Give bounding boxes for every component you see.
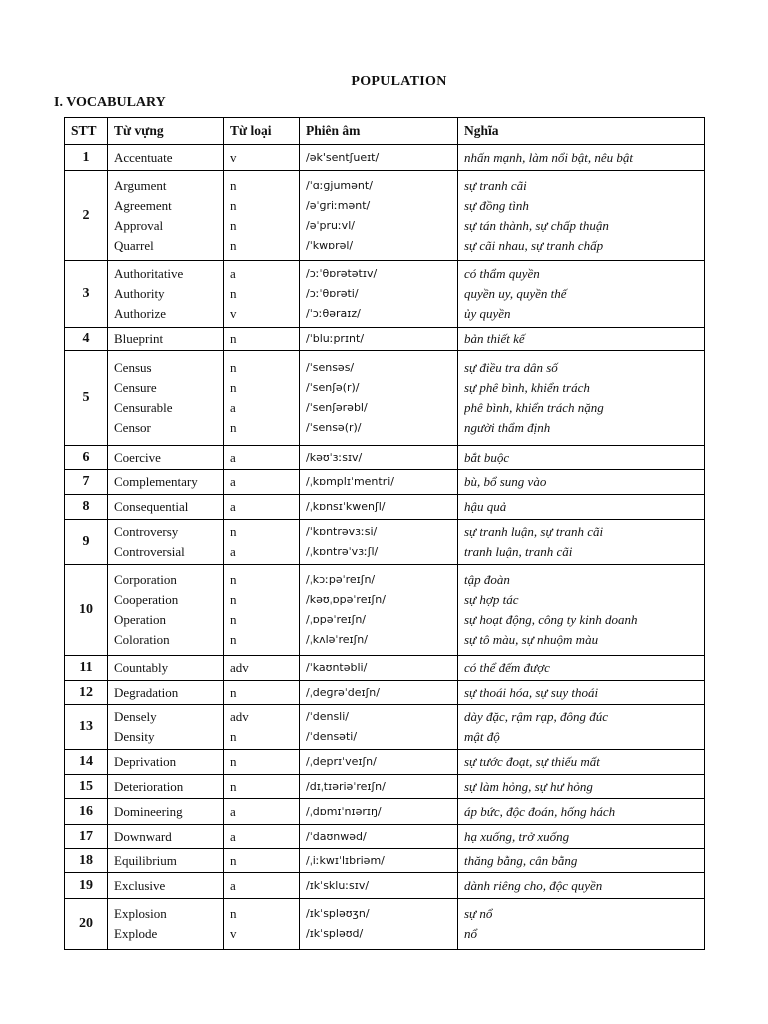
- pos-cell: [224, 171, 300, 261]
- meaning-cell: [458, 899, 705, 950]
- pos-entry: n: [230, 612, 237, 627]
- words-cell: [108, 705, 224, 750]
- ipa-entry: /ˈsenʃərəbl/: [306, 401, 368, 414]
- words-cell: [108, 849, 224, 873]
- ipa-cell: [300, 328, 458, 351]
- words-cell: [108, 899, 224, 950]
- meaning-entry: sự tô màu, sự nhuộm màu: [464, 632, 599, 647]
- pos-cell: [224, 775, 300, 799]
- words-entry: Degradation: [114, 684, 179, 700]
- words-entry: Controversial: [114, 544, 185, 559]
- words-entry: Censor: [114, 420, 151, 435]
- words-entry: Explode: [114, 926, 158, 941]
- table-body: [65, 145, 705, 950]
- pos-cell: [224, 899, 300, 950]
- header-word: Từ vựng: [108, 118, 224, 145]
- pos-cell: [224, 681, 300, 705]
- row-number: 19: [65, 873, 108, 899]
- pos-entry: a: [230, 400, 236, 415]
- words-entry: Operation: [114, 612, 166, 627]
- ipa-cell: [300, 705, 458, 750]
- words-cell: [108, 565, 224, 656]
- words-entry: Authorize: [114, 306, 166, 321]
- meaning-entry: sự tước đoạt, sự thiếu mất: [464, 754, 600, 769]
- ipa-entry: /əˈɡriːmənt/: [306, 198, 371, 212]
- ipa-entry: /ˈɔːθəraɪz/: [306, 307, 361, 320]
- header-pos: Từ loại: [224, 118, 300, 145]
- words-entry: Census: [114, 360, 152, 375]
- words-cell: [108, 171, 224, 261]
- header-meaning: Nghĩa: [458, 118, 705, 145]
- ipa-cell: [300, 849, 458, 873]
- words-cell: [108, 775, 224, 799]
- meaning-entry: sự hoạt động, công ty kinh doanh: [464, 612, 638, 627]
- pos-entry: n: [230, 217, 237, 233]
- page-title: POPULATION: [351, 74, 447, 89]
- row-number: 16: [65, 799, 108, 825]
- words-entry: Blueprint: [114, 331, 164, 346]
- words-entry: Downward: [114, 828, 172, 844]
- words-entry: Censure: [114, 380, 157, 395]
- pos-cell: [224, 750, 300, 775]
- row-number: 7: [65, 470, 108, 495]
- row-number: 10: [65, 565, 108, 656]
- ipa-entry: /ˈdaʊnwəd/: [306, 829, 367, 843]
- ipa-entry: /ˈsenʃə(r)/: [306, 381, 360, 394]
- row-number: 8: [65, 495, 108, 520]
- meaning-entry: sự phê bình, khiển trách: [464, 380, 590, 395]
- pos-entry: n: [230, 524, 237, 539]
- table-row: [65, 145, 705, 171]
- ipa-cell: [300, 775, 458, 799]
- meaning-entry: tập đoàn: [464, 572, 510, 587]
- meaning-cell: [458, 470, 705, 495]
- words-entry: Domineering: [114, 803, 183, 819]
- row-number: 17: [65, 825, 108, 849]
- meaning-entry: dày đặc, rậm rạp, đông đúc: [464, 709, 609, 724]
- ipa-cell: [300, 799, 458, 825]
- meaning-cell: [458, 565, 705, 656]
- row-number: 14: [65, 750, 108, 775]
- pos-cell: [224, 705, 300, 750]
- pos-entry: n: [230, 286, 237, 301]
- header-ipa: Phiên âm: [300, 118, 458, 145]
- pos-entry: adv: [230, 660, 249, 675]
- words-entry: Approval: [114, 217, 164, 233]
- meaning-cell: [458, 775, 705, 799]
- meaning-entry: có thể đếm được: [464, 660, 550, 675]
- row-number: 4: [65, 328, 108, 351]
- pos-cell: [224, 446, 300, 470]
- words-entry: Explosion: [114, 906, 167, 921]
- pos-entry: n: [230, 360, 237, 375]
- meaning-entry: sự nổ: [464, 906, 493, 921]
- meaning-entry: hạ xuống, trở xuống: [464, 828, 570, 844]
- meaning-cell: [458, 351, 705, 446]
- row-number: 11: [65, 656, 108, 681]
- meaning-cell: [458, 681, 705, 705]
- meaning-entry: quyền uy, quyền thế: [464, 286, 567, 301]
- ipa-entry: /ˌiːkwɪˈlɪbriəm/: [306, 853, 385, 867]
- meaning-cell: [458, 849, 705, 873]
- ipa-cell: [300, 681, 458, 705]
- meaning-cell: [458, 705, 705, 750]
- words-cell: [108, 495, 224, 520]
- table-row: [65, 565, 705, 656]
- ipa-cell: [300, 351, 458, 446]
- ipa-cell: [300, 565, 458, 656]
- ipa-cell: [300, 261, 458, 328]
- ipa-entry: /ˈbluːprɪnt/: [306, 332, 365, 345]
- ipa-entry: /ˌdeɡrəˈdeɪʃn/: [306, 685, 380, 699]
- ipa-entry: /ɪkˈspləʊʒn/: [306, 907, 370, 920]
- words-entry: Deterioration: [114, 778, 184, 794]
- words-cell: [108, 825, 224, 849]
- words-cell: [108, 470, 224, 495]
- table-header-row: [65, 118, 705, 145]
- ipa-cell: [300, 171, 458, 261]
- meaning-entry: phê bình, khiển trách nặng: [464, 400, 604, 415]
- header-stt: STT: [65, 118, 108, 145]
- words-cell: [108, 351, 224, 446]
- meaning-cell: [458, 171, 705, 261]
- meaning-entry: ủy quyền: [464, 306, 511, 321]
- pos-entry: a: [230, 877, 236, 893]
- pos-entry: n: [230, 754, 237, 769]
- words-entry: Authority: [114, 286, 165, 301]
- ipa-cell: [300, 873, 458, 899]
- meaning-entry: áp bức, độc đoán, hống hách: [464, 803, 616, 819]
- words-entry: Authoritative: [114, 266, 184, 281]
- ipa-entry: /ɪkˈskluːsɪv/: [306, 878, 370, 892]
- meaning-cell: [458, 261, 705, 328]
- meaning-entry: bắt buộc: [464, 449, 510, 465]
- ipa-entry: /ˌkʌləˈreɪʃn/: [306, 633, 368, 646]
- meaning-entry: hậu quả: [464, 499, 507, 514]
- ipa-entry: /ˌkɒmplɪˈmentri/: [306, 475, 394, 488]
- meaning-cell: [458, 825, 705, 849]
- meaning-entry: mật độ: [464, 729, 500, 744]
- pos-entry: n: [230, 420, 237, 435]
- ipa-entry: /ək'sentʃueɪt/: [306, 150, 380, 164]
- pos-entry: v: [230, 306, 237, 321]
- meaning-entry: bù, bổ sung vào: [464, 474, 547, 489]
- pos-entry: n: [230, 778, 237, 794]
- words-entry: Accentuate: [114, 149, 173, 165]
- words-cell: [108, 799, 224, 825]
- table-row: [65, 775, 705, 799]
- words-entry: Complementary: [114, 474, 198, 489]
- ipa-cell: [300, 495, 458, 520]
- table-row: [65, 750, 705, 775]
- words-entry: Equilibrium: [114, 852, 177, 868]
- meaning-entry: người thẩm định: [464, 420, 551, 435]
- pos-entry: n: [230, 852, 237, 868]
- ipa-entry: /kəʊˈɜːsɪv/: [306, 450, 363, 464]
- words-entry: Density: [114, 729, 155, 744]
- ipa-entry: /əˈpruːvl/: [306, 218, 355, 232]
- pos-cell: [224, 145, 300, 171]
- pos-entry: n: [230, 684, 237, 700]
- meaning-cell: [458, 328, 705, 351]
- words-entry: Coloration: [114, 632, 170, 647]
- pos-entry: a: [230, 544, 236, 559]
- row-number: 12: [65, 681, 108, 705]
- pos-entry: n: [230, 632, 237, 647]
- table-row: [65, 261, 705, 328]
- row-number: 15: [65, 775, 108, 799]
- pos-cell: [224, 656, 300, 681]
- pos-entry: n: [230, 331, 237, 346]
- row-number: 1: [65, 145, 108, 171]
- words-cell: [108, 873, 224, 899]
- pos-cell: [224, 328, 300, 351]
- words-entry: Argument: [114, 177, 167, 193]
- meaning-entry: sự cãi nhau, sự tranh chấp: [464, 237, 604, 253]
- ipa-entry: /ɪkˈspləʊd/: [306, 927, 364, 940]
- table-row: [65, 656, 705, 681]
- pos-cell: [224, 351, 300, 446]
- ipa-cell: [300, 520, 458, 565]
- meaning-cell: [458, 446, 705, 470]
- words-entry: Censurable: [114, 400, 173, 415]
- meaning-cell: [458, 145, 705, 171]
- meaning-cell: [458, 873, 705, 899]
- table-row: [65, 681, 705, 705]
- row-number: 3: [65, 261, 108, 328]
- table-row: [65, 171, 705, 261]
- table-row: [65, 705, 705, 750]
- row-number: 13: [65, 705, 108, 750]
- words-cell: [108, 328, 224, 351]
- table-row: [65, 351, 705, 446]
- meaning-entry: nhấn mạnh, làm nổi bật, nêu bật: [464, 149, 633, 165]
- ipa-entry: /kəʊˌɒpəˈreɪʃn/: [306, 593, 386, 606]
- pos-cell: [224, 825, 300, 849]
- table-row: [65, 328, 705, 351]
- pos-entry: n: [230, 380, 237, 395]
- table-row: [65, 446, 705, 470]
- table-row: [65, 825, 705, 849]
- meaning-entry: nổ: [464, 926, 477, 941]
- meaning-entry: sự tranh luận, sự tranh cãi: [464, 524, 604, 539]
- pos-cell: [224, 849, 300, 873]
- meaning-entry: sự điều tra dân số: [464, 360, 558, 375]
- pos-cell: [224, 261, 300, 328]
- words-entry: Agreement: [114, 197, 172, 213]
- ipa-entry: /ɔːˈθɒrəti/: [306, 287, 359, 300]
- meaning-entry: tranh luận, tranh cãi: [464, 544, 573, 559]
- meaning-entry: sự thoái hóa, sự suy thoái: [464, 684, 599, 700]
- ipa-cell: [300, 656, 458, 681]
- ipa-cell: [300, 145, 458, 171]
- ipa-entry: /ˌkɔːpəˈreɪʃn/: [306, 573, 376, 586]
- pos-entry: a: [230, 449, 236, 465]
- ipa-entry: /ˈkɒntrəvɜːsi/: [306, 525, 378, 538]
- pos-cell: [224, 520, 300, 565]
- pos-entry: a: [230, 828, 236, 844]
- pos-entry: adv: [230, 709, 249, 724]
- row-number: 18: [65, 849, 108, 873]
- pos-cell: [224, 565, 300, 656]
- meaning-cell: [458, 750, 705, 775]
- vocabulary-table: [64, 117, 705, 950]
- ipa-cell: [300, 750, 458, 775]
- row-number: 6: [65, 446, 108, 470]
- words-cell: [108, 750, 224, 775]
- section-heading: I. VOCABULARY: [54, 95, 166, 110]
- words-entry: Densely: [114, 709, 157, 724]
- row-number: 2: [65, 171, 108, 261]
- pos-entry: n: [230, 177, 237, 193]
- ipa-cell: [300, 446, 458, 470]
- meaning-entry: có thẩm quyền: [464, 266, 540, 281]
- meaning-entry: thăng bằng, cân bằng: [464, 852, 578, 868]
- ipa-entry: /dɪˌtɪəriəˈreɪʃn/: [306, 779, 386, 793]
- row-number: 9: [65, 520, 108, 565]
- meaning-entry: sự hợp tác: [464, 592, 519, 607]
- ipa-entry: /ˈdensəti/: [306, 730, 358, 743]
- pos-entry: a: [230, 499, 236, 514]
- pos-entry: n: [230, 729, 237, 744]
- table-row: [65, 899, 705, 950]
- meaning-cell: [458, 495, 705, 520]
- ipa-entry: /ˈsensəs/: [306, 361, 355, 374]
- table-row: [65, 470, 705, 495]
- words-entry: Exclusive: [114, 877, 166, 893]
- table-row: [65, 520, 705, 565]
- pos-entry: n: [230, 197, 237, 213]
- pos-entry: n: [230, 572, 237, 587]
- pos-entry: v: [230, 926, 237, 941]
- ipa-entry: /ˌkɒnsɪˈkwenʃl/: [306, 500, 386, 513]
- pos-entry: a: [230, 266, 236, 281]
- ipa-entry: /ˌkɒntrəˈvɜːʃl/: [306, 545, 379, 558]
- words-cell: [108, 446, 224, 470]
- words-cell: [108, 681, 224, 705]
- pos-entry: v: [230, 149, 237, 165]
- ipa-entry: /ˌdɒmɪˈnɪərɪŋ/: [306, 804, 382, 818]
- words-entry: Corporation: [114, 572, 177, 587]
- table-row: [65, 873, 705, 899]
- pos-cell: [224, 470, 300, 495]
- pos-cell: [224, 799, 300, 825]
- words-cell: [108, 656, 224, 681]
- pos-entry: n: [230, 237, 237, 253]
- meaning-cell: [458, 799, 705, 825]
- words-entry: Cooperation: [114, 592, 179, 607]
- ipa-entry: /ˌdeprɪˈveɪʃn/: [306, 755, 377, 768]
- pos-cell: [224, 495, 300, 520]
- ipa-cell: [300, 825, 458, 849]
- words-entry: Deprivation: [114, 754, 177, 769]
- words-entry: Consequential: [114, 499, 189, 514]
- pos-entry: n: [230, 906, 237, 921]
- meaning-entry: bản thiết kế: [464, 331, 525, 346]
- words-entry: Quarrel: [114, 237, 154, 253]
- row-number: 5: [65, 351, 108, 446]
- ipa-entry: /ˈkwɒrəl/: [306, 238, 354, 252]
- ipa-cell: [300, 470, 458, 495]
- meaning-entry: sự đồng tình: [464, 197, 529, 213]
- words-entry: Controversy: [114, 524, 179, 539]
- meaning-entry: sự tán thành, sự chấp thuận: [464, 217, 609, 233]
- ipa-entry: /ɔːˈθɒrətətɪv/: [306, 267, 378, 280]
- meaning-entry: dành riêng cho, độc quyền: [464, 877, 603, 893]
- pos-entry: a: [230, 803, 236, 819]
- meaning-cell: [458, 520, 705, 565]
- words-entry: Countably: [114, 660, 169, 675]
- pos-entry: n: [230, 592, 237, 607]
- ipa-cell: [300, 899, 458, 950]
- table-row: [65, 495, 705, 520]
- ipa-entry: /ˌɒpəˈreɪʃn/: [306, 613, 366, 626]
- ipa-entry: /ˈɑːɡjumənt/: [306, 178, 373, 192]
- words-cell: [108, 145, 224, 171]
- pos-cell: [224, 873, 300, 899]
- table-row: [65, 849, 705, 873]
- words-cell: [108, 261, 224, 328]
- words-entry: Coercive: [114, 449, 161, 465]
- meaning-entry: sự tranh cãi: [464, 177, 527, 193]
- table-row: [65, 799, 705, 825]
- meaning-entry: sự làm hỏng, sự hư hỏng: [464, 778, 593, 794]
- ipa-entry: /ˈsensə(r)/: [306, 421, 362, 434]
- ipa-entry: /ˈkaʊntəbli/: [306, 661, 368, 674]
- pos-entry: a: [230, 474, 236, 489]
- row-number: 20: [65, 899, 108, 950]
- meaning-cell: [458, 656, 705, 681]
- ipa-entry: /ˈdensli/: [306, 710, 350, 723]
- words-cell: [108, 520, 224, 565]
